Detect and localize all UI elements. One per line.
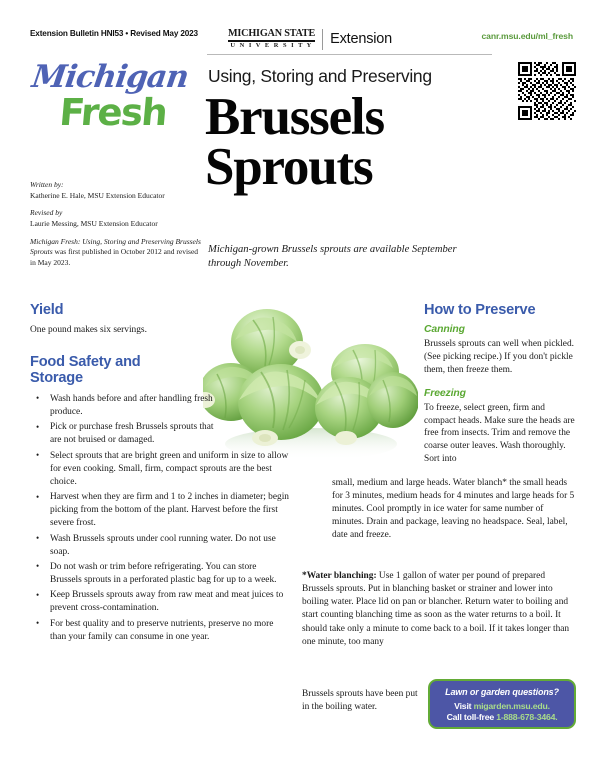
water-blanching-paragraph: [302, 570, 576, 649]
list-item: • Wash Brussels sprouts under cool running water. Do not use soap.: [30, 533, 290, 559]
byline-block: [30, 180, 205, 269]
msu-wordmark: [228, 29, 322, 49]
page-title-line1: Brussels: [205, 88, 384, 146]
msu-wordmark-line1: MICHIGAN STATE: [228, 27, 316, 39]
page-title-line2: Sprouts: [205, 138, 373, 197]
how-to-preserve-heading: How to Preserve: [424, 302, 536, 318]
freezing-text-narrow: To freeze, select green, firm and compact heads. Make sure the heads are free from insects. Trim and remove the coarse outer leaves. Wash thoroughly. Sort into: [424, 402, 575, 465]
food-safety-heading: [30, 354, 290, 387]
masthead: [0, 0, 600, 290]
canning-text: Brussels sprouts can well when pickled. (See picking recipe.) If you don't pickle them, then freeze them.: [424, 338, 574, 375]
revised-by-group: [30, 208, 205, 229]
water-blanching-text: Use 1 gallon of water per pound of prepared Brussels sprouts. Put in blanching basket or strainer and lower into boiling water. Place lid on pan or blancher. Return water to boiling and start counting blanching time as soon as the water returns to a boil. It should take only a minute to come back to a boil. If it takes longer than one minute, too many: [302, 571, 570, 647]
logo-word-fresh: Fresh: [57, 91, 169, 134]
msu-logo: [228, 27, 392, 51]
callout-visit-prefix: Visit: [454, 701, 474, 711]
left-column: [30, 302, 290, 646]
logo-word-michigan: Michigan: [29, 59, 191, 95]
bulletin-number: Extension Bulletin HNI53 • Revised May 2023: [30, 29, 198, 38]
header-url-link[interactable]: canr.msu.edu/ml_fresh: [481, 31, 573, 41]
food-safety-bullet-list: [30, 393, 290, 644]
publication-note-title: Michigan Fresh: Using, Storing and Preserving Brussels Sprouts: [30, 236, 201, 257]
canning-heading: Canning: [424, 323, 465, 335]
callout-phone-number[interactable]: 1-888-678-3464.: [496, 712, 558, 723]
freezing-heading: Freezing: [424, 387, 466, 399]
list-item: • Do not wash or trim before refrigerating. You can store Brussels sprouts in a perforated plastic bag for up to a week.: [30, 561, 290, 587]
callout-title: Lawn or garden questions?: [445, 687, 559, 697]
lawn-garden-callout[interactable]: [428, 679, 576, 729]
food-safety-heading-line1: Food Safety and: [30, 353, 141, 370]
revised-by-name: Laurie Messing, MSU Extension Educator: [30, 218, 158, 228]
list-item: • Harvest when they are firm and 1 to 2 inches in diameter; begin picking from the bottom of the plant. Harvest before the first severe frost.: [30, 491, 290, 530]
list-item: • For best quality and to preserve nutrients, preserve no more than your family can consume in one year.: [30, 618, 290, 644]
intro-paragraph: Michigan-grown Brussels sprouts are available September through November.: [208, 244, 457, 269]
written-by-name: Katherine E. Hale, MSU Extension Educator: [30, 190, 165, 200]
header-divider-rule: [207, 54, 492, 55]
list-item: • Wash hands before and after handling fresh produce.: [30, 393, 218, 419]
title-kicker: Using, Storing and Preserving: [208, 66, 432, 86]
michigan-fresh-logo: [29, 59, 200, 134]
list-item: • Keep Brussels sprouts away from raw meat and meat juices to prevent cross-contamination.: [30, 589, 290, 615]
msu-extension-label: Extension: [330, 31, 392, 47]
publication-note-rest: was first published in October 2012 and revised in May 2023.: [30, 247, 199, 268]
callout-visit-link[interactable]: migarden.msu.edu.: [473, 701, 550, 711]
qr-code-icon[interactable]: [518, 62, 576, 120]
food-safety-heading-line2: Storage: [30, 370, 83, 387]
written-by-label: Written by:: [30, 180, 64, 189]
water-blanching-tail: Brussels sprouts have been put in the boiling water.: [302, 689, 418, 713]
callout-call-line: [430, 712, 574, 723]
list-item: • Select sprouts that are bright green and uniform in size to allow for even cooking. Small, firm, compact sprouts are the best choice.: [30, 450, 290, 489]
msu-wordmark-line2: U N I V E R S I T Y: [228, 41, 315, 49]
revised-by-label: Revised by: [30, 208, 63, 218]
callout-call-prefix: Call toll-free: [446, 712, 497, 723]
freezing-text-wide: small, medium and large heads. Water blanch* the small heads for 3 minutes, medium heads for 4 minutes and large heads for 5 minutes. Cool promptly in ice water for same number of minutes. Drain and package, leaving no headspace. Seal, label, date and freeze.: [332, 478, 575, 540]
publication-note: [30, 237, 205, 270]
water-blanching-label: *Water blanching:: [302, 571, 377, 581]
yield-text: One pound makes six servings.: [30, 324, 147, 335]
list-item: • Pick or purchase fresh Brussels sprouts that are not bruised or damaged.: [30, 421, 218, 447]
right-column: [424, 302, 576, 466]
page-title: [205, 88, 505, 197]
yield-heading: Yield: [30, 302, 64, 318]
written-by-group: [30, 180, 205, 201]
callout-visit-line: [430, 701, 574, 712]
